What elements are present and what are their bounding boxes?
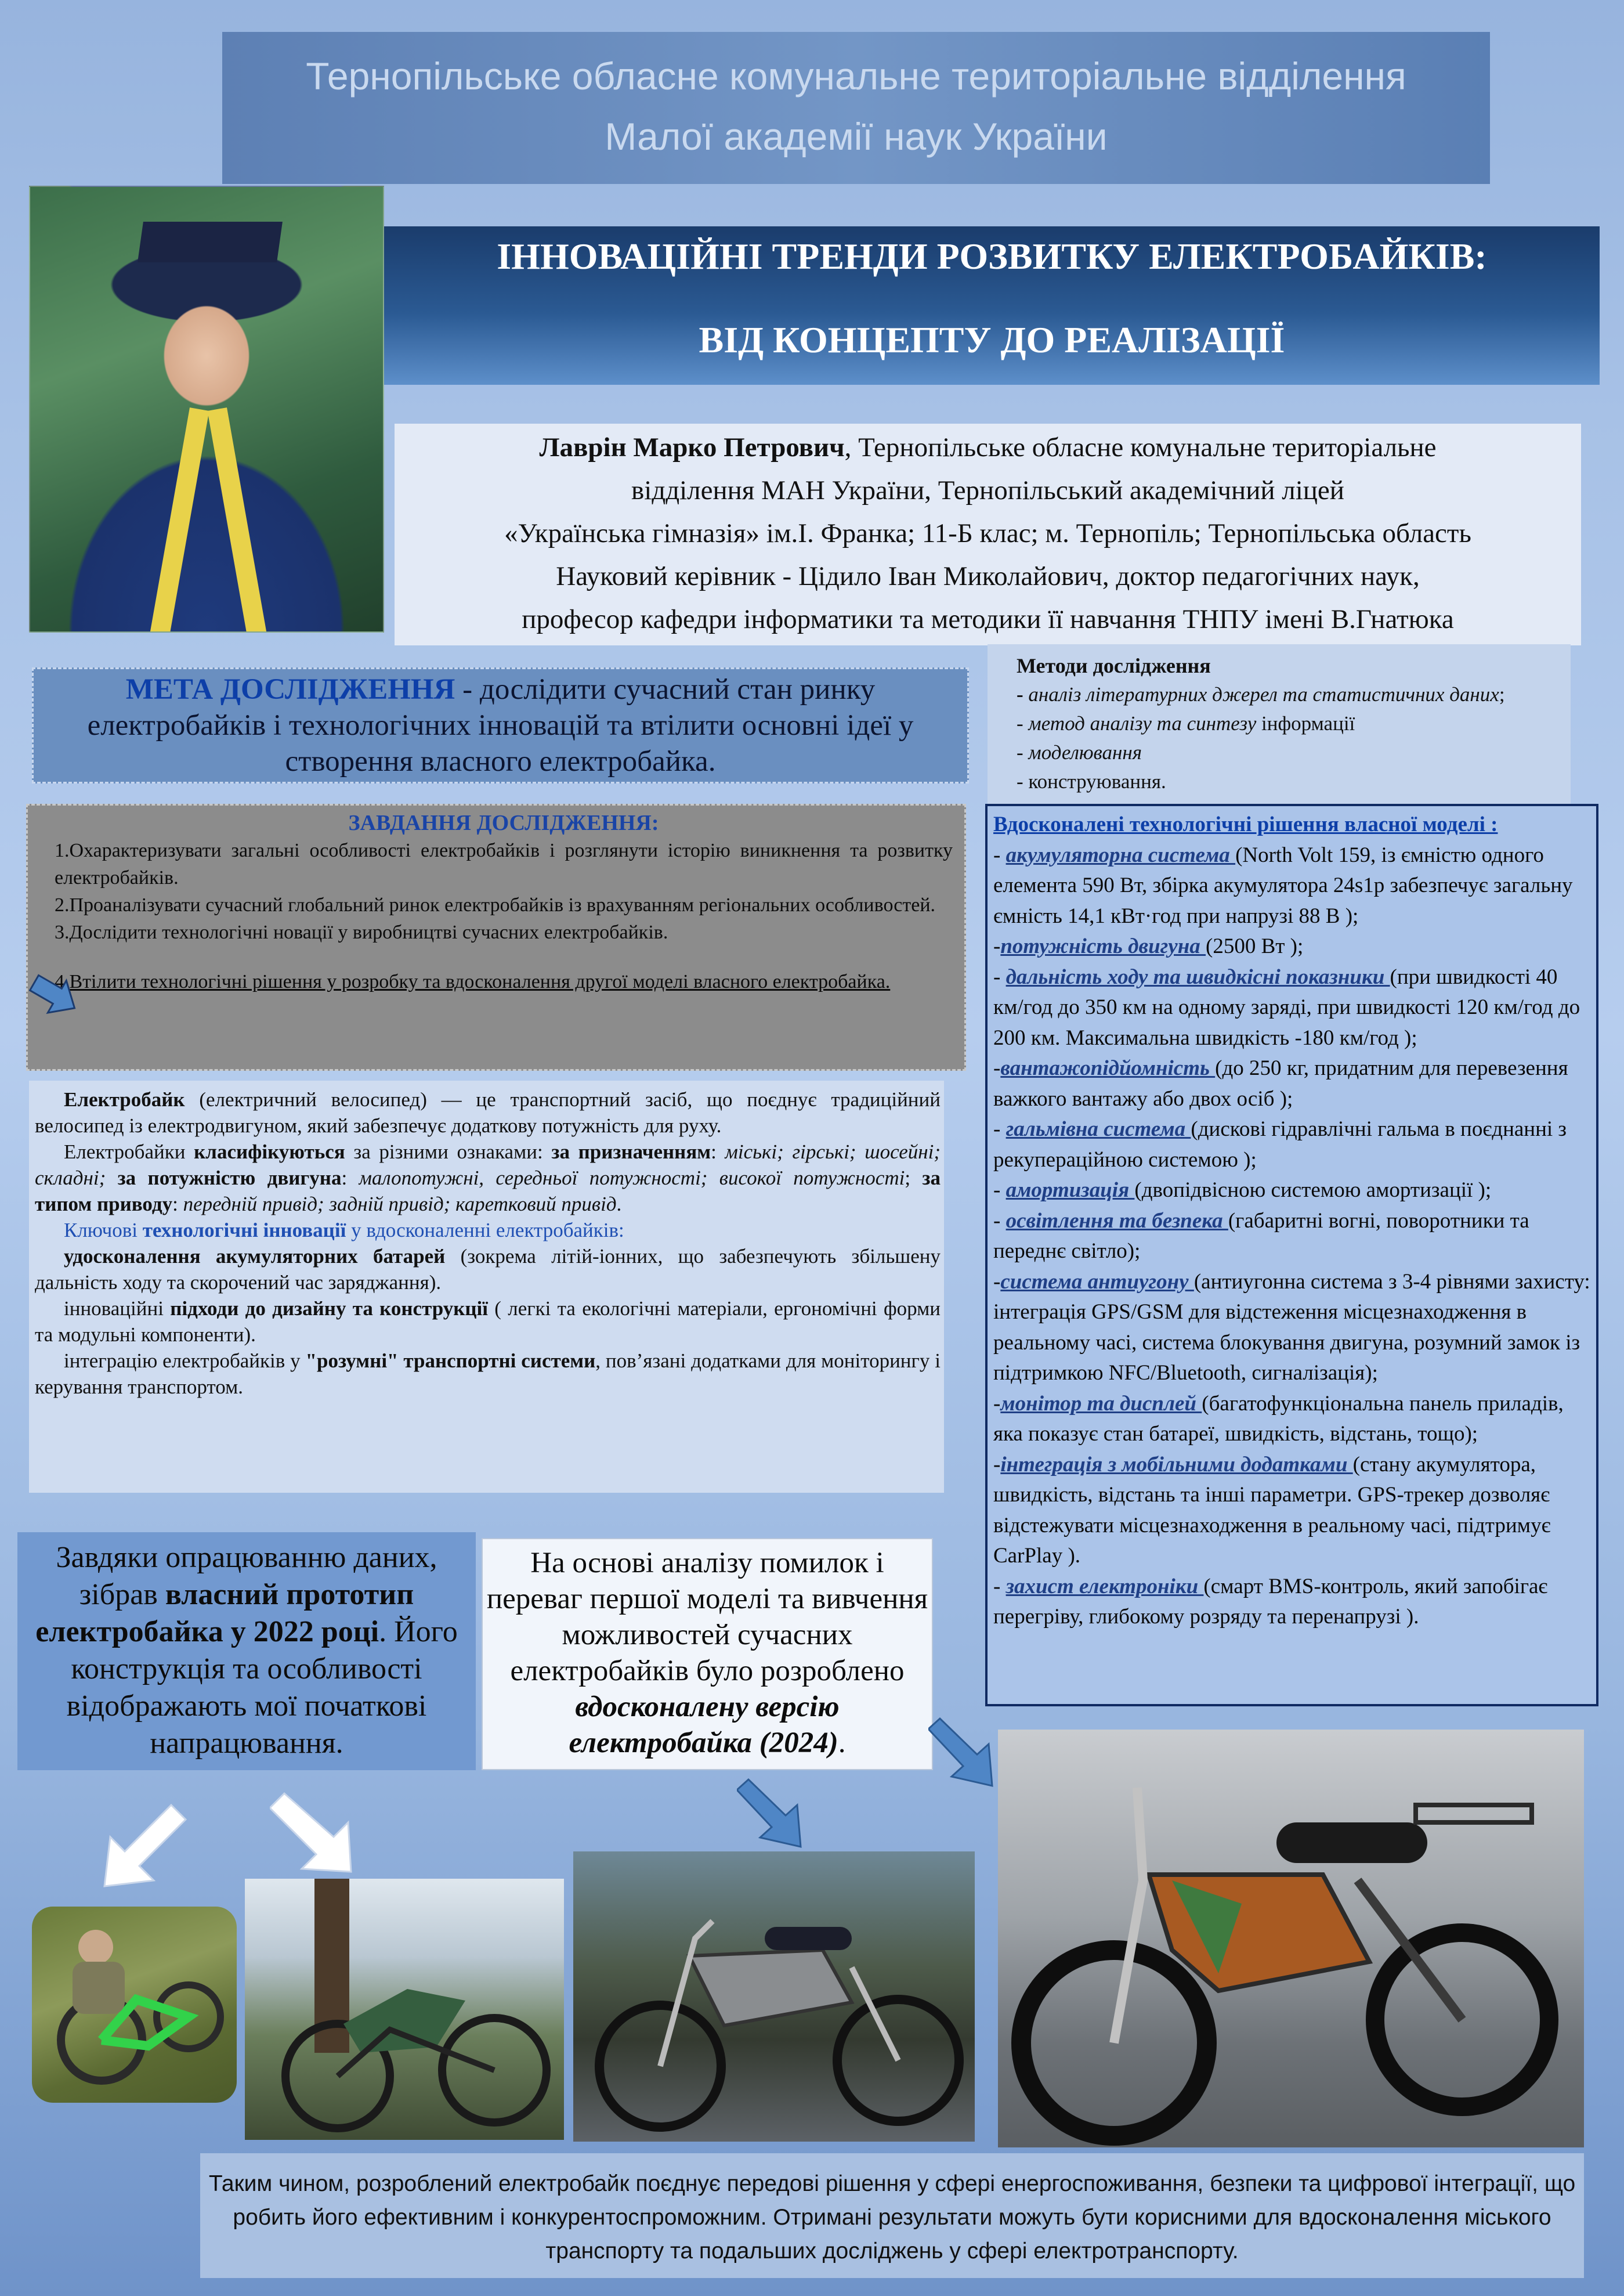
classification-paragraph: Електробайки класифікуються за різними ознаками: за призначенням: міські; гірські; шосейні; складні; за потужністю двигуна: малопотужні, середньої потужності; високої потужності; за типом приводу: передній привід; задній привід; каретковий привід. (35, 1140, 941, 1215)
conclusion: Таким чином, розроблений електробайк поєднує передові рішення у сфері енергоспоживання, безпеки та цифрової інтеграції, що робить його ефективним і конкурентоспроможним. Отримані результати можуть бути корисними для вдосконалення міського транспорту та подальших досліджень у сфері електротранспорту. (200, 2153, 1584, 2278)
innovations-heading: Ключові технологічні інновації у вдосконаленні електробайків: (64, 1219, 624, 1241)
improvement-item: -інтеграція з мобільними додатками (стану акумулятора, швидкість, відстань та інші параметри. GPS-трекер дозволяє відстежувати місцезнаходження в реальному часі, підтримує CarPlay ). (993, 1452, 1551, 1568)
author-line-5: професор кафедри інформатики та методики її навчання ТНПУ імені В.Гнатюка (522, 604, 1454, 634)
method-item: - конструювання. (1017, 770, 1166, 793)
author-line-4: Науковий керівник - Цідило Іван Миколайович, доктор педагогічних наук, (556, 561, 1420, 591)
research-methods (988, 644, 1571, 804)
electrobike-definition (29, 1081, 944, 1493)
poster-title (384, 226, 1600, 385)
improvement-item: - освітлення та безпека (габаритні вогні, поворотники та переднє світло); (993, 1208, 1529, 1263)
improvements-heading: Вдосконалені технологічні рішення власної моделі : (993, 813, 1498, 836)
methods-heading: Методи дослідження (1017, 654, 1211, 677)
innovation-item: удосконалення акумуляторних батарей (зокрема літій-іонних, що забезпечують збільшену дальність ходу та скорочений час заряджання). (35, 1245, 941, 1294)
prototype-2024-text: На основі аналізу помилок і переваг першої моделі та вивчення можливостей сучасних електробайків було розроблено вдосконалену версію електробайка (2024). (482, 1538, 933, 1770)
improved-ebike-2024-photo (998, 1730, 1584, 2147)
task-item: 4.Втілити технологічні рішення у розробку та вдосконалення другої моделі власного електробайка. (55, 971, 891, 992)
second-ebike-frame-photo (573, 1851, 975, 2142)
author-affiliation: , Тернопільське обласне комунальне територіальне (844, 432, 1437, 463)
tasks-heading: ЗАВДАННЯ ДОСЛІДЖЕННЯ: (348, 811, 659, 835)
author-info (395, 424, 1581, 645)
title-line-1: ІННОВАЦІЙНІ ТРЕНДИ РОЗВИТКУ ЕЛЕКТРОБАЙКІВ: (497, 236, 1487, 277)
method-item: - моделювання (1017, 741, 1142, 764)
improvement-item: - амортизація (двопідвісною системою амортизації ); (993, 1178, 1492, 1202)
title-line-2: ВІД КОНЦЕПТУ ДО РЕАЛІЗАЦІЇ (699, 319, 1285, 360)
task-item: 1.Охарактеризувати загальні особливості електробайків і розглянути історію виникнення та розвитку електробайків. (55, 840, 953, 889)
organization-banner (222, 32, 1490, 184)
improvement-item: -система антиугону (антиугонна система з 3-4 рівнями захисту: інтеграція GPS/GSM для відстеження місцезнаходження в реальному часі, система блокування двигуна, розумний замок із підтримкою NFC/Bluetooth, сигналізація); (993, 1269, 1590, 1385)
arrow-down-left-icon (93, 1799, 191, 1892)
first-ebike-photo (245, 1879, 564, 2140)
research-goal (32, 667, 969, 784)
arrow-down-right-icon (737, 1776, 806, 1851)
improvement-item: - гальмівна система (дискові гідравлічні гальма в поєднанні з рекупераційною системою ); (993, 1117, 1567, 1172)
author-line-1 (395, 426, 1581, 469)
prototype-2022-text: Завдяки опрацюванню даних, зібрав власний прототип електробайка у 2022 році. Його конструкція та особливості відображають мої початкові напрацювання. (17, 1532, 476, 1770)
goal-text: - дослідити сучасний стан ринку електробайків і технологічних інновацій та втілити основні ідеї у створення власного електробайка. (87, 673, 914, 778)
research-tasks (26, 804, 966, 1071)
goal-heading: МЕТА ДОСЛІДЖЕННЯ (125, 673, 455, 706)
author-line-2: відділення МАН України, Тернопільський академічний ліцей (631, 475, 1344, 506)
author-name: Лаврін Марко Петрович (539, 432, 845, 463)
improvement-item: -потужність двигуна (2500 Вт ); (993, 934, 1304, 958)
method-item: - метод аналізу та синтезу інформації (1017, 712, 1355, 735)
arrow-right-icon (29, 973, 81, 1015)
author-portrait-photo (29, 186, 384, 633)
org-line-2: Малої академії наук України (605, 115, 1108, 158)
arrow-down-right-icon (928, 1715, 998, 1790)
author-line-3: «Українська гімназія» ім.І. Франка; 11-Б клас; м. Тернопіль; Тернопільська область (504, 518, 1471, 548)
improvement-item: - акумуляторна система (North Volt 159, із ємністю одного елемента 590 Вт, збірка акумулятора 24s1p забезпечує загальну ємність 14,1 кВт·год при напрузі 88 В ); (993, 843, 1573, 928)
improved-solutions (985, 804, 1598, 1706)
stole-right (208, 407, 267, 633)
innovation-item: інноваційні підходи до дизайну та конструкції ( легкі та екологічні матеріали, ергономічні форми та модульні компоненти). (35, 1297, 941, 1346)
prototype-assembly-photo (32, 1907, 237, 2103)
method-item: - аналіз літературних джерел та статистичних даних; (1017, 683, 1505, 706)
improvement-item: - дальність ходу та швидкісні показники (при швидкості 40 км/год до 350 км на одному заряді, при швидкості 120 км/год до 200 км. Максимальна швидкість -180 км/год ); (993, 965, 1580, 1050)
innovation-item: інтеграцію електробайків у "розумні" транспортні системи, пов’язані додатками для моніторингу і керування транспортом. (35, 1349, 941, 1398)
task-item: 3.Дослідити технологічні новації у виробництві сучасних електробайків. (55, 922, 668, 943)
definition-paragraph: Електробайк (електричний велосипед) — це транспортний засіб, що поєднує традиційний велосипед із електродвигуном, який забезпечує додаткову потужність для руху. (35, 1088, 941, 1137)
improvement-item: -вантажопідйомність (до 250 кг, придатним для перевезення важкого вантажу або двох осіб ); (993, 1056, 1568, 1111)
arrow-down-right-icon (270, 1788, 360, 1875)
org-line-1: Тернопільське обласне комунальне територіальне відділення (306, 55, 1406, 98)
improvement-item: - захист електроніки (смарт BMS-контроль, який запобігає перегріву, глибокому розряду та перенапрузі ). (993, 1574, 1548, 1629)
stole-left (150, 407, 209, 633)
graduation-cap (138, 222, 283, 262)
task-item: 2.Проаналізувати сучасний глобальний ринок електробайків із врахуванням регіональних особливостей. (55, 894, 936, 916)
improvement-item: -монітор та дисплей (багатофункціональна панель приладів, яка показує стан батареї, швидкість, відстань, тощо); (993, 1391, 1564, 1446)
